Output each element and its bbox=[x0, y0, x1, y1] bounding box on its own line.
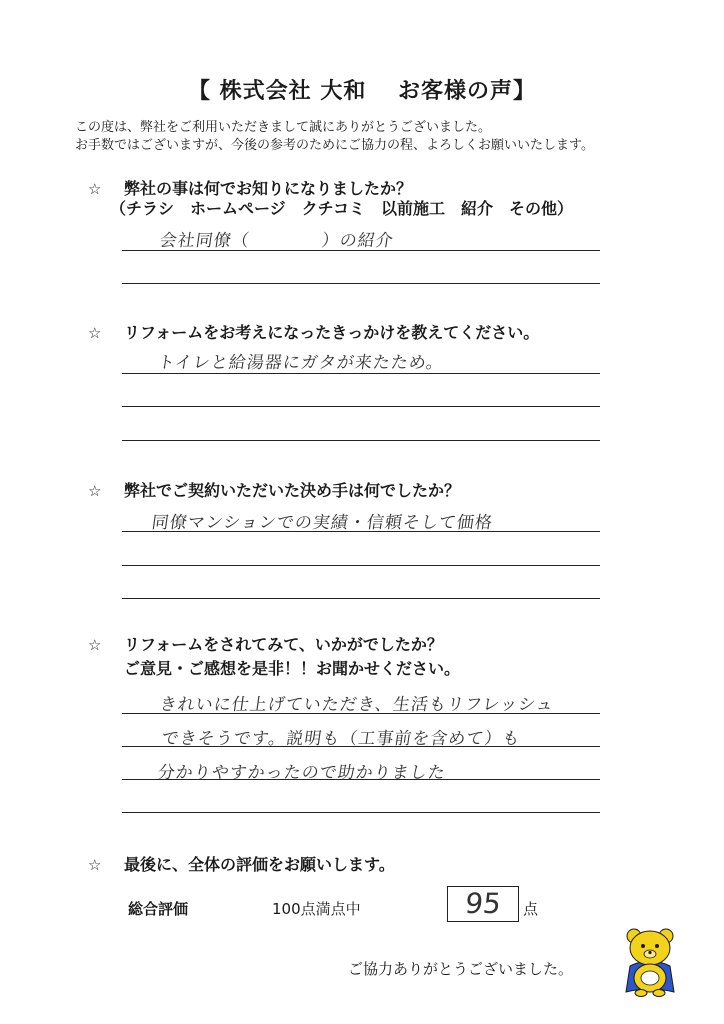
question-5 bbox=[88, 852, 395, 875]
answer-line bbox=[122, 283, 600, 284]
question-3-text: 弊社でご契約いただいた決め手は何でしたか？ bbox=[124, 481, 461, 500]
question-4 bbox=[88, 632, 443, 655]
question-2-text: リフォームをお考えになったきっかけを教えてください。 bbox=[124, 323, 540, 342]
score-unit: 点 bbox=[523, 900, 539, 918]
question-3 bbox=[88, 478, 460, 501]
rating-scale: 100点満点中 bbox=[272, 900, 361, 918]
question-1-text: 弊社の事は何でお知りになりましたか？ bbox=[124, 179, 413, 198]
bear-mascot-icon bbox=[620, 926, 680, 998]
intro-text-line1: この度は、弊社をご利用いただきまして誠にありがとうございました。 bbox=[75, 120, 492, 135]
page-title: 【 株式会社 大和 お客様の声】 bbox=[188, 79, 536, 104]
star-icon: ☆ bbox=[88, 180, 102, 198]
overall-rating-label: 総合評価 bbox=[128, 900, 189, 918]
answer-4-line2: できそうです。説明も（工事前を含めて）も bbox=[160, 729, 522, 749]
star-icon: ☆ bbox=[88, 482, 102, 500]
answer-line bbox=[122, 373, 600, 374]
answer-line bbox=[122, 565, 600, 566]
intro-text-line2: お手数ではございますが、今後の参考のためにご協力の程、よろしくお願いいたします。 bbox=[75, 138, 594, 153]
star-icon: ☆ bbox=[88, 856, 102, 874]
answer-line bbox=[122, 746, 600, 747]
answer-1: 会社同僚（ ）の紹介 bbox=[158, 231, 396, 251]
answer-line bbox=[122, 812, 600, 813]
question-2 bbox=[88, 320, 539, 343]
answer-2: トイレと給湯器にガタが来たため。 bbox=[156, 353, 446, 373]
answer-3: 同僚マンションでの実績・信頼そして価格 bbox=[150, 513, 495, 533]
question-4-text: リフォームをされてみて、いかがでしたか？ bbox=[124, 635, 443, 654]
star-icon: ☆ bbox=[88, 636, 102, 654]
question-5-text: 最後に、全体の評価をお願いします。 bbox=[124, 855, 395, 874]
answer-line bbox=[122, 598, 600, 599]
question-4-subtext: ご意見・ご感想を是非！！お聞かせください。 bbox=[124, 659, 461, 678]
answer-line bbox=[122, 713, 600, 714]
answer-line bbox=[122, 531, 600, 532]
thanks-message: ご協力ありがとうございました。 bbox=[348, 960, 574, 978]
star-icon: ☆ bbox=[88, 324, 102, 342]
answer-4-line3: 分かりやすかったので助かりました bbox=[156, 763, 448, 783]
answer-line bbox=[122, 406, 600, 407]
answer-4-line1: きれいに仕上げていただき、生活もリフレッシュ bbox=[158, 695, 556, 715]
question-1-options: （チラシ ホームページ クチコミ 以前施工 紹介 その他） bbox=[110, 199, 574, 218]
answer-line bbox=[122, 779, 600, 780]
answer-line bbox=[122, 440, 600, 441]
answer-line bbox=[122, 250, 600, 251]
score-value: 95 bbox=[463, 887, 503, 920]
